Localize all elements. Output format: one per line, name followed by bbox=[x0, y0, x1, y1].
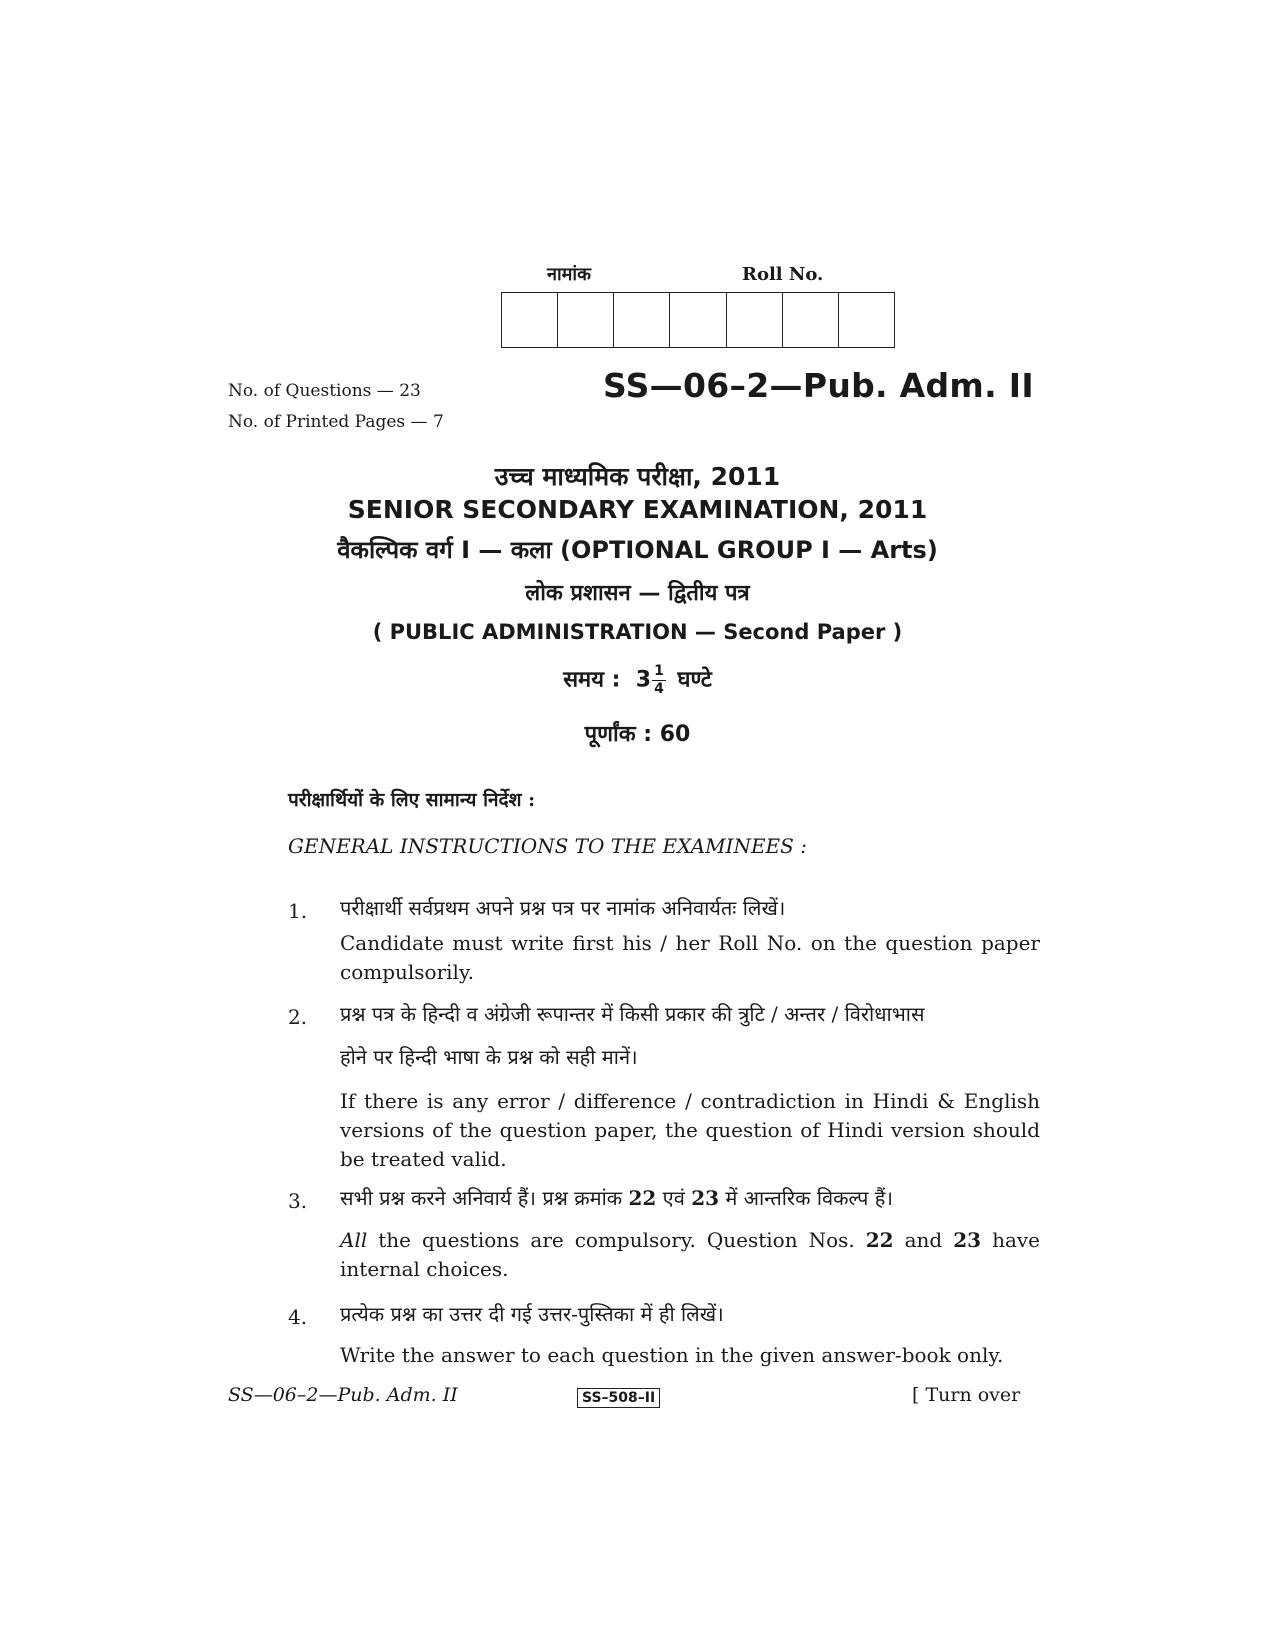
time-whole: 3 bbox=[635, 667, 652, 693]
question-number: 22 bbox=[628, 1186, 657, 1210]
maximum-marks: पूर्णांक : 60 bbox=[584, 722, 691, 747]
instructions-heading-hindi: परीक्षार्थियों के लिए सामान्य निर्देश : bbox=[288, 789, 536, 811]
item-hindi: परीक्षार्थी सर्वप्रथम अपने प्रश्न पत्र पर नामांक अनिवार्यतः लिखें। bbox=[340, 896, 786, 920]
item-english: Write the answer to each question in the given answer-book only. bbox=[340, 1343, 1004, 1367]
roll-label-hindi: नामांक bbox=[547, 264, 591, 285]
item-english-text: have internal choices. bbox=[340, 1228, 1041, 1281]
roll-digit-box[interactable] bbox=[839, 293, 894, 347]
item-english bbox=[340, 1226, 1040, 1284]
instructions-heading-english: GENERAL INSTRUCTIONS TO THE EXAMINEES : bbox=[288, 834, 807, 858]
time-fraction bbox=[652, 663, 666, 698]
item-number: 4. bbox=[288, 1305, 308, 1329]
num-questions: No. of Questions — 23 bbox=[228, 381, 421, 401]
item-english: If there is any error / difference / contradiction in Hindi & English versions of the question paper, the question of Hindi version should be treated valid. bbox=[340, 1089, 1040, 1171]
paper-code: SS—06–2—Pub. Adm. II bbox=[603, 366, 1034, 405]
time-label: समय : bbox=[563, 667, 621, 693]
item-english-text: and bbox=[904, 1228, 943, 1252]
roll-label-english: Roll No. bbox=[742, 264, 824, 285]
item-english-text: the questions are compulsory. Question Nos. bbox=[378, 1228, 855, 1252]
time-denominator: 4 bbox=[654, 681, 664, 697]
time-numerator: 1 bbox=[654, 663, 664, 679]
item-hindi: प्रत्येक प्रश्न का उत्तर दी गई उत्तर-पुस्तिका में ही लिखें। bbox=[340, 1302, 724, 1326]
item-hindi bbox=[340, 1184, 893, 1211]
footer-paper-code: SS—06–2—Pub. Adm. II bbox=[228, 1384, 458, 1406]
item-hindi-text: सभी प्रश्न करने अनिवार्य हैं। प्रश्न क्रमांक bbox=[340, 1186, 623, 1210]
roll-digit-box[interactable] bbox=[614, 293, 670, 347]
item-number: 2. bbox=[288, 1005, 308, 1029]
subject-english: ( PUBLIC ADMINISTRATION — Second Paper ) bbox=[372, 620, 903, 644]
roll-digit-box[interactable] bbox=[783, 293, 839, 347]
item-hindi-text: में आन्तरिक विकल्प हैं। bbox=[725, 1186, 893, 1210]
roll-digit-box[interactable] bbox=[502, 293, 558, 347]
roll-digit-box[interactable] bbox=[670, 293, 726, 347]
question-number: 23 bbox=[691, 1186, 720, 1210]
footer-turn-over: [ Turn over bbox=[912, 1384, 1021, 1406]
exam-title-hindi: उच्च माध्यमिक परीक्षा, 2011 bbox=[494, 462, 781, 491]
optional-group: वैकल्पिक वर्ग I — कला (OPTIONAL GROUP I — Arts) bbox=[337, 536, 938, 564]
item-hindi-text: एवं bbox=[662, 1186, 685, 1210]
item-hindi: प्रश्न पत्र के हिन्दी व अंग्रेजी रूपान्तर में किसी प्रकार की त्रुटि / अन्तर / विरोधाभास bbox=[340, 1002, 925, 1026]
emphasis-all: All bbox=[340, 1228, 368, 1252]
subject-hindi: लोक प्रशासन — द्वितीय पत्र bbox=[525, 581, 750, 606]
question-number: 22 bbox=[865, 1228, 894, 1252]
footer-series-code: SS–508–II bbox=[577, 1388, 660, 1408]
item-number: 1. bbox=[288, 899, 308, 923]
roll-digit-box[interactable] bbox=[558, 293, 614, 347]
item-english: Candidate must write first his / her Roll No. on the question paper compulsorily. bbox=[340, 931, 1040, 984]
exam-title-english: SENIOR SECONDARY EXAMINATION, 2011 bbox=[347, 495, 928, 524]
time-unit: घण्टे bbox=[677, 667, 712, 693]
num-printed-pages: No. of Printed Pages — 7 bbox=[228, 412, 444, 432]
question-number: 23 bbox=[953, 1228, 982, 1252]
roll-number-boxes bbox=[501, 292, 895, 348]
time-allowed bbox=[0, 663, 1275, 698]
item-hindi: होने पर हिन्दी भाषा के प्रश्न को सही मानें। bbox=[340, 1045, 638, 1069]
item-number: 3. bbox=[288, 1189, 308, 1213]
roll-digit-box[interactable] bbox=[727, 293, 783, 347]
